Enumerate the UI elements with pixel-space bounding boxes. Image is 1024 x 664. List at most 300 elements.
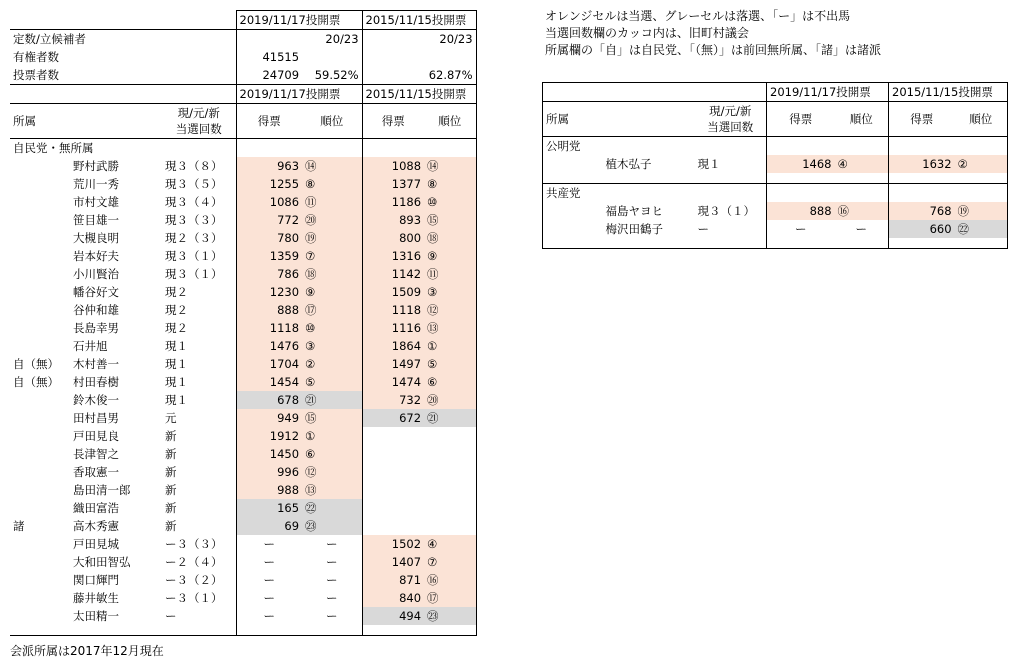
candidate-affiliation: [10, 157, 70, 175]
votes-2015: 672: [362, 409, 424, 427]
rank-2019: ー: [326, 537, 338, 551]
column-header-row-right: [543, 102, 1008, 137]
votes-2019: 1454: [236, 373, 302, 391]
rank-2019: ⑪: [302, 193, 362, 211]
rank-header-2019: 順位: [302, 104, 362, 139]
teisu-label: 定数/立候補者: [13, 32, 86, 46]
candidate-affiliation: [543, 155, 603, 173]
rank-2015: [424, 499, 476, 517]
candidate-name: 野村武勝: [73, 159, 119, 173]
election-2019-header-2: 2019/11/17投開票: [236, 85, 362, 104]
rank-header-2015-right: 順位: [955, 102, 1008, 137]
candidate-row: [10, 589, 476, 607]
rank-2019: ⑦: [302, 247, 362, 265]
candidate-status: 現１: [165, 375, 188, 389]
candidate-row: [10, 607, 476, 625]
candidate-row: [10, 481, 476, 499]
votes-2019: ー: [236, 589, 302, 607]
votes-header-2015-right: 得票: [889, 102, 955, 137]
group-spacer-2019: [236, 139, 362, 158]
rank-2019: ⑤: [302, 373, 362, 391]
votes-2015: 1088: [362, 157, 424, 175]
candidate-name: 石井旭: [73, 339, 108, 353]
group-spacer-2015: [362, 139, 476, 158]
votes-2019: 678: [236, 391, 302, 409]
candidate-affiliation: 諸: [13, 519, 25, 533]
candidate-affiliation: [10, 319, 70, 337]
spacer-left: [543, 238, 767, 249]
candidate-status: 現１: [165, 339, 188, 353]
candidate-name: 長津智之: [73, 447, 119, 461]
candidate-name: 織田富浩: [73, 501, 119, 515]
votes-2019: 1230: [236, 283, 302, 301]
rank-header-2015: 順位: [424, 104, 476, 139]
candidate-affiliation: [10, 265, 70, 283]
legend-notes: [545, 8, 881, 59]
election-2015-header: 2015/11/15投開票: [362, 11, 476, 30]
rank-2015: ⑫: [424, 301, 476, 319]
candidate-name: 小川賢治: [73, 267, 119, 281]
candidate-status: 現３（３）: [165, 213, 223, 227]
candidate-name: 幡谷好文: [73, 285, 119, 299]
rank-2019: ー: [326, 573, 338, 587]
votes-2015: [362, 481, 424, 499]
candidate-row: [10, 265, 476, 283]
candidate-name: 笹目雄一: [73, 213, 119, 227]
votes-2015: [362, 463, 424, 481]
candidate-affiliation: [10, 445, 70, 463]
rank-2015: ⑦: [424, 553, 476, 571]
rank-2015: ⑩: [424, 193, 476, 211]
votes-2019: 1912: [236, 427, 302, 445]
candidate-affiliation: 自（無）: [13, 357, 59, 371]
votes-2019: 1359: [236, 247, 302, 265]
rank-2019: ⑮: [302, 409, 362, 427]
candidate-row: [10, 301, 476, 319]
candidate-status: ー: [165, 609, 177, 623]
candidate-name: 高木秀憲: [73, 519, 119, 533]
rank-2015: ⑬: [424, 319, 476, 337]
votes-2015: 1316: [362, 247, 424, 265]
candidate-name: 木村善一: [73, 357, 119, 371]
rank-2015: ⑥: [424, 373, 476, 391]
table-end-spacer: [10, 625, 476, 636]
candidate-name: 鈴木俊一: [73, 393, 119, 407]
candidate-row: [10, 229, 476, 247]
votes-2019: 1450: [236, 445, 302, 463]
rank-2019: ー: [326, 591, 338, 605]
candidate-affiliation: [543, 220, 603, 238]
votes-2015: [362, 517, 424, 535]
candidate-affiliation: [10, 571, 70, 589]
votes-2019: 786: [236, 265, 302, 283]
candidate-row: [543, 220, 1008, 238]
rank-2015: [424, 445, 476, 463]
votes-2015: 1116: [362, 319, 424, 337]
rank-2015: ⑪: [424, 265, 476, 283]
candidate-affiliation: [10, 427, 70, 445]
votes-2019: 1086: [236, 193, 302, 211]
group-header-row: [543, 184, 1008, 203]
candidate-row: [543, 155, 1008, 173]
teisu-2019: 20/23: [236, 30, 362, 49]
rank-2019: ㉑: [302, 391, 362, 409]
group-name: 自民党・無所属: [13, 141, 94, 155]
rank-2015: ⑲: [955, 202, 1008, 220]
candidate-status: 現３（４）: [165, 195, 223, 209]
candidate-row: [10, 175, 476, 193]
rank-2019: ①: [302, 427, 362, 445]
candidate-status: ー３（３）: [165, 537, 223, 551]
rank-2019: ⑥: [302, 445, 362, 463]
affiliation-header-right: 所属: [543, 102, 695, 137]
candidate-affiliation: [10, 589, 70, 607]
group-name: 共産党: [543, 184, 767, 203]
votes-2015: 1186: [362, 193, 424, 211]
rank-2015: ⑱: [424, 229, 476, 247]
group-header-row: [543, 137, 1008, 156]
votes-2015: 800: [362, 229, 424, 247]
election-results-table-left: [10, 10, 477, 636]
rank-2015: ⑤: [424, 355, 476, 373]
candidate-status: ー３（２）: [165, 573, 223, 587]
rank-2015: ②: [955, 155, 1008, 173]
header-row-elections-right: [543, 83, 1008, 102]
candidate-row: [10, 535, 476, 553]
candidate-affiliation: [10, 463, 70, 481]
candidate-name: 福島ヤヨヒ: [605, 204, 663, 218]
votes-2019: 888: [236, 301, 302, 319]
candidate-affiliation: [10, 607, 70, 625]
spacer-left: [543, 173, 767, 184]
candidate-status: 現３（５）: [165, 177, 223, 191]
candidate-status: 現２: [165, 303, 188, 317]
candidate-name: 藤井敏生: [73, 591, 119, 605]
votes-2019: 1704: [236, 355, 302, 373]
spacer-2019: [236, 625, 362, 636]
rank-2019: ⑳: [302, 211, 362, 229]
candidate-status: 元: [165, 411, 177, 425]
candidate-affiliation: [10, 283, 70, 301]
candidate-name: 大槻良明: [73, 231, 119, 245]
votes-header-2015: 得票: [362, 104, 424, 139]
votes-2015: 840: [362, 589, 424, 607]
candidate-name: 梅沢田鶴子: [605, 222, 663, 236]
candidate-status: 現３（８）: [165, 159, 223, 173]
votes-2019: ー: [236, 535, 302, 553]
candidate-affiliation: [10, 211, 70, 229]
votes-2015: 1864: [362, 337, 424, 355]
candidate-status: 現１: [165, 357, 188, 371]
votes-2019: 963: [236, 157, 302, 175]
group-header-row: [10, 139, 476, 158]
candidate-name: 大和田智弘: [73, 555, 131, 569]
rank-2015: ⑭: [424, 157, 476, 175]
summary-row-yukensha: [10, 48, 476, 66]
candidate-affiliation: [10, 481, 70, 499]
note-parentheses: 当選回数欄のカッコ内は、旧町村議会: [545, 26, 749, 40]
candidate-row: [10, 409, 476, 427]
rank-2019: ⑩: [302, 319, 362, 337]
votes-2015: 1407: [362, 553, 424, 571]
votes-2019: 1255: [236, 175, 302, 193]
group-spacer-row: [543, 238, 1008, 249]
candidate-name: 市村文雄: [73, 195, 119, 209]
rank-2015: ①: [424, 337, 476, 355]
election-2019-header-right: 2019/11/17投開票: [767, 83, 889, 102]
summary-row-tohyosha: [10, 66, 476, 85]
rank-2015: [424, 481, 476, 499]
candidate-status: ー: [697, 222, 709, 236]
candidate-row: [10, 337, 476, 355]
rank-2019: ㉒: [302, 499, 362, 517]
candidate-name: 村田春樹: [73, 375, 119, 389]
tohyosha-label: 投票者数: [10, 66, 236, 85]
rank-2019: ㉓: [302, 517, 362, 535]
rank-2019: ②: [302, 355, 362, 373]
candidate-status: 新: [165, 429, 177, 443]
candidate-row: [10, 319, 476, 337]
candidate-row: [10, 193, 476, 211]
election-2015-header-right: 2015/11/15投開票: [889, 83, 1008, 102]
group-name: 公明党: [543, 137, 767, 156]
candidate-status: 新: [165, 519, 177, 533]
votes-2019: 949: [236, 409, 302, 427]
votes-2015: 1502: [362, 535, 424, 553]
votes-2015: [362, 445, 424, 463]
candidate-name: 長島幸男: [73, 321, 119, 335]
rank-2019: ー: [326, 555, 338, 569]
candidate-row: [10, 445, 476, 463]
candidate-row: [10, 373, 476, 391]
candidate-affiliation: [543, 202, 603, 220]
rank-2019: ⑬: [302, 481, 362, 499]
status-header-line2: 当選回数: [175, 122, 222, 136]
votes-2015: [362, 499, 424, 517]
votes-2019: 69: [236, 517, 302, 535]
candidate-row: [10, 355, 476, 373]
candidate-status: 新: [165, 483, 177, 497]
status-header-right-line1: 現/元/新: [709, 104, 752, 118]
candidate-status: 現３（１）: [165, 249, 223, 263]
column-header-row: [10, 104, 476, 139]
votes-2019: 996: [236, 463, 302, 481]
rank-2015: ㉓: [424, 607, 476, 625]
rank-2015: ⑯: [424, 571, 476, 589]
rank-2019: ⑰: [302, 301, 362, 319]
votes-2019: 888: [767, 202, 835, 220]
candidate-affiliation: [10, 553, 70, 571]
candidate-name: 田村昌男: [73, 411, 119, 425]
note-colors: オレンジセルは当選、グレーセルは落選、「ー」は不出馬: [545, 9, 851, 23]
candidate-status: ー３（１）: [165, 591, 223, 605]
rank-2015: ㉒: [955, 220, 1008, 238]
candidate-row: [10, 283, 476, 301]
votes-2015: 893: [362, 211, 424, 229]
header-row-elections: [10, 85, 476, 104]
candidate-row: [10, 517, 476, 535]
rank-2015: ⑧: [424, 175, 476, 193]
group-spacer-2015: [889, 184, 1008, 203]
yukensha-label: 有権者数: [13, 50, 59, 64]
group-spacer-row: [543, 173, 1008, 184]
candidate-name: 香取憲一: [73, 465, 119, 479]
candidate-name: 戸田見城: [73, 537, 119, 551]
candidate-row: [10, 553, 476, 571]
candidate-affiliation: [10, 409, 70, 427]
votes-2015: 1142: [362, 265, 424, 283]
candidate-status: 現１: [165, 393, 188, 407]
yukensha-2019: 41515: [236, 48, 302, 66]
votes-2015: 660: [889, 220, 955, 238]
votes-2019: 780: [236, 229, 302, 247]
rank-2019: ⑫: [302, 463, 362, 481]
rank-2015: ⑮: [424, 211, 476, 229]
rank-2015: [424, 427, 476, 445]
candidate-affiliation: [10, 229, 70, 247]
votes-2015: [362, 427, 424, 445]
footnote: 会派所属は2017年12月現在: [10, 644, 164, 658]
group-spacer-2015: [889, 137, 1008, 156]
votes-2019: ー: [236, 571, 302, 589]
votes-2015: 494: [362, 607, 424, 625]
spacer-2015: [362, 625, 476, 636]
votes-2015: 871: [362, 571, 424, 589]
candidate-status: 現２（３）: [165, 231, 223, 245]
candidate-status: ー２（４）: [165, 555, 223, 569]
spacer-2015: [889, 238, 1008, 249]
rank-2015: ③: [424, 283, 476, 301]
candidate-affiliation: [10, 301, 70, 319]
candidate-affiliation: [10, 247, 70, 265]
candidate-row: [10, 211, 476, 229]
group-spacer-2019: [767, 184, 889, 203]
rank-2019: ⑱: [302, 265, 362, 283]
rank-2019: ③: [302, 337, 362, 355]
rank-2015: ⑰: [424, 589, 476, 607]
candidate-row: [10, 463, 476, 481]
candidate-row: [10, 247, 476, 265]
spacer-2019: [767, 238, 889, 249]
rank-2019: ④: [835, 155, 889, 173]
rank-2015: ⑨: [424, 247, 476, 265]
candidate-status: 新: [165, 501, 177, 515]
rank-2019: ⑧: [302, 175, 362, 193]
spacer-2015: [889, 173, 1008, 184]
votes-2019: 165: [236, 499, 302, 517]
candidate-row: [10, 427, 476, 445]
rank-2015: ⑳: [424, 391, 476, 409]
candidate-affiliation: [10, 193, 70, 211]
votes-2019: ー: [236, 553, 302, 571]
candidate-name: 荒川一秀: [73, 177, 119, 191]
votes-2015: 1497: [362, 355, 424, 373]
votes-2019: 1118: [236, 319, 302, 337]
rank-2019: ⑨: [302, 283, 362, 301]
turnout-2019: 59.52%: [302, 66, 362, 85]
candidate-name: 戸田見良: [73, 429, 119, 443]
votes-2015: 732: [362, 391, 424, 409]
candidate-status: 現２: [165, 285, 188, 299]
rank-2015: [424, 517, 476, 535]
summary-row-teisu: [10, 30, 476, 49]
candidate-status: 現１: [697, 157, 721, 171]
votes-2019: 1476: [236, 337, 302, 355]
candidate-status: 現３（１）: [165, 267, 223, 281]
rank-2019: ⑲: [302, 229, 362, 247]
candidate-status: 現３（１）: [697, 204, 755, 218]
status-header: [162, 104, 236, 139]
candidate-name: 谷仲和雄: [73, 303, 119, 317]
candidate-row: [10, 571, 476, 589]
candidate-name: 島田清一郎: [73, 483, 131, 497]
candidate-affiliation: [10, 391, 70, 409]
tohyosha-2019: 24709: [236, 66, 302, 85]
candidate-row: [10, 157, 476, 175]
spacer-left: [10, 625, 236, 636]
candidate-affiliation: [10, 175, 70, 193]
turnout-2015: 62.87%: [362, 66, 476, 85]
header-row-top: [10, 11, 476, 30]
candidate-name: 関口輝門: [73, 573, 119, 587]
candidate-status: 新: [165, 447, 177, 461]
rank-2019: ー: [326, 609, 338, 623]
rank-2019: ー: [855, 222, 868, 236]
election-2019-header: 2019/11/17投開票: [236, 11, 362, 30]
candidate-affiliation: [10, 499, 70, 517]
votes-2015: 1632: [889, 155, 955, 173]
votes-2015: 768: [889, 202, 955, 220]
status-header-right-line2: 当選回数: [707, 120, 754, 134]
rank-header-2019-right: 順位: [835, 102, 889, 137]
votes-2019: 988: [236, 481, 302, 499]
votes-header-2019: 得票: [236, 104, 302, 139]
votes-2015: 1118: [362, 301, 424, 319]
candidate-row: [10, 391, 476, 409]
votes-2019: 772: [236, 211, 302, 229]
rank-2019: ⑭: [302, 157, 362, 175]
candidate-name: 太田精一: [73, 609, 119, 623]
rank-2015: [424, 463, 476, 481]
votes-2015: 1509: [362, 283, 424, 301]
candidate-name: 岩本好夫: [73, 249, 119, 263]
candidate-row: [10, 499, 476, 517]
candidate-status: 現２: [165, 321, 188, 335]
votes-2019: 1468: [767, 155, 835, 173]
votes-2019: ー: [767, 220, 835, 238]
status-header-line1: 現/元/新: [177, 106, 220, 120]
votes-2015: 1474: [362, 373, 424, 391]
status-header-right: [695, 102, 767, 137]
candidate-name: 植木弘子: [605, 157, 652, 171]
affiliation-header: 所属: [10, 104, 162, 139]
election-2015-header-2: 2015/11/15投開票: [362, 85, 476, 104]
rank-2015: ㉑: [424, 409, 476, 427]
spacer-2019: [767, 173, 889, 184]
votes-2019: ー: [236, 607, 302, 625]
election-results-table-right: [542, 82, 1008, 249]
teisu-2015: 20/23: [362, 30, 476, 49]
candidate-affiliation: 自（無）: [13, 375, 59, 389]
candidate-row: [543, 202, 1008, 220]
group-spacer-2019: [767, 137, 889, 156]
rank-2015: ④: [424, 535, 476, 553]
candidate-affiliation: [10, 337, 70, 355]
candidate-affiliation: [10, 535, 70, 553]
candidate-status: 新: [165, 465, 177, 479]
votes-header-2019-right: 得票: [767, 102, 835, 137]
votes-2015: 1377: [362, 175, 424, 193]
